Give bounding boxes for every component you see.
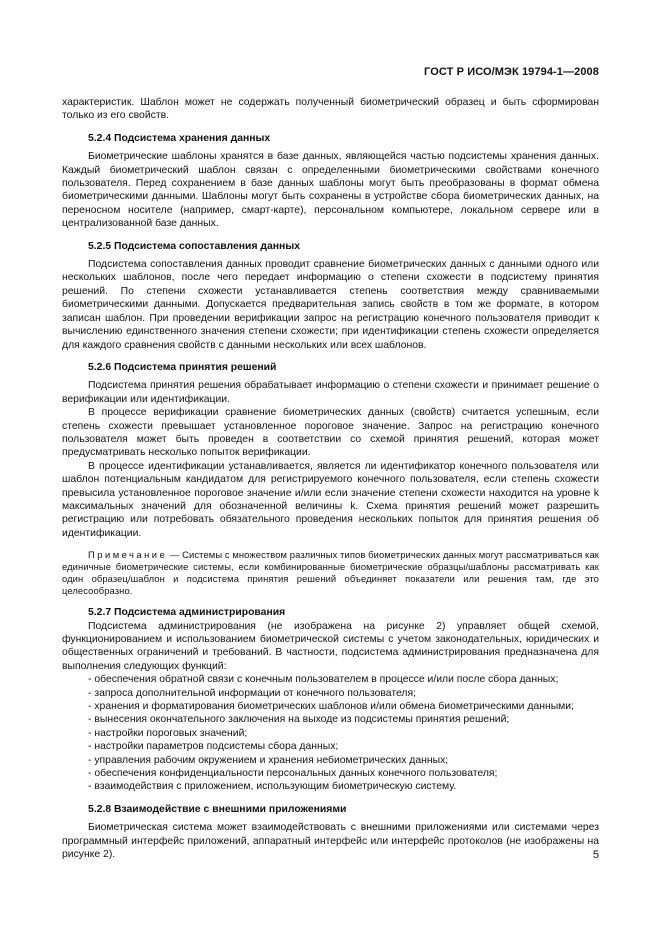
intro-paragraph: характеристик. Шаблон может не содержать полученный биометрический образец и быть сформирован только из его свойств. xyxy=(62,97,599,122)
document-header: ГОСТ Р ИСО/МЭК 19794-1—2008 xyxy=(424,66,599,78)
list-item: - запроса дополнительной информации от конечного пользователя; xyxy=(88,687,416,699)
section-5-2-4-title: 5.2.4 Подсистема хранения данных xyxy=(88,132,271,144)
section-5-2-5-title: 5.2.5 Подсистема сопоставления данных xyxy=(88,240,300,252)
note-text: — Системы с множеством различных типов биометрических данных могут рассматриваться как единичные биометрические системы, если комбинированные биометрические образцы/шаблоны рассматривать как один образец/шаблон и подсистема принятия решений объединяет показатели или решения там, где это целесообразно. xyxy=(62,549,599,597)
section-5-2-8-paragraph: Биометрическая система может взаимодействовать с внешними приложениями или системами через программный интерфейс приложений, аппаратный интерфейс или интерфейс протоколов (не изображены на рисунке 2). xyxy=(62,822,599,861)
list-item: - обеспечения конфиденциальности персональных данных конечного пользователя; xyxy=(88,768,498,780)
list-item: - взаимодействия с приложением, использующим биометрическую систему. xyxy=(88,781,457,793)
section-5-2-6-paragraph-3: В процессе идентификации устанавливается, является ли идентификатор конечного пользователя или шаблон потенциальным кандидатом для регистрируемого конечного пользователя, если степень схожести превысила установленное пороговое значение и/или если значение степени схожести находится на уровне k максимальных значений для обозначенной величины k. Схема принятия решений может разрешить регистрацию или потребовать обязательного проведения нескольких попыток для принятия решения об идентификации. xyxy=(62,460,599,539)
list-item: - настройки пороговых значений; xyxy=(88,727,248,739)
section-5-2-7-title: 5.2.7 Подсистема администрирования xyxy=(88,607,286,619)
section-5-2-4-paragraph: Биометрические шаблоны хранятся в базе данных, являющейся частью подсистемы хранения данных. Каждый биометрический шаблон связан с определенными биометрическими свойствами конечного пользователя. Перед сохранением в базе данных шаблоны могут быть преобразованы в формат обмена биометрическими данными. Шаблоны могут быть сохранены в устройстве сбора биометрических данных, на переносном носителе (например, смарт-карте), персональном компьютере, локальном сервере или в централизованной базе данных. xyxy=(62,151,599,230)
section-5-2-5-paragraph: Подсистема сопоставления данных проводит сравнение биометрических данных с данными одного или нескольких шаблонов, после чего передает информацию о степени схожести в подсистему принятия решений. По степени схожести устанавливается степень соответствия между сравниваемыми биометрическими данными. Допускается предварительная запись свойств в том же формате, в котором записан шаблон. При проведении верификации запрос на регистрацию конечного пользователя приводит к вычислению единственного значения степени схожести; при идентификации степень схожести определяется для каждого сравнения свойств с данными нескольких или всех шаблонов. xyxy=(62,259,599,351)
admin-functions-list xyxy=(62,673,599,794)
section-5-2-6-title: 5.2.6 Подсистема принятия решений xyxy=(88,361,277,373)
list-item: - управления рабочим окружением и хранения небиометрических данных; xyxy=(88,754,449,766)
list-item: - хранения и форматирования биометрических шаблонов и/или обмена биометрическими данными; xyxy=(88,701,574,713)
list-item: - вынесения окончательного заключения на выходе из подсистемы принятия решений; xyxy=(88,714,510,726)
list-item: - обеспечения обратной связи с конечным пользователем в процессе и/или после сбора данных; xyxy=(88,674,559,686)
note-label: Примечание xyxy=(88,549,168,561)
note xyxy=(62,549,599,597)
page-number: 5 xyxy=(592,849,599,861)
list-item: - настройки параметров подсистемы сбора данных; xyxy=(88,741,339,753)
section-5-2-7-paragraph: Подсистема администрирования (не изображена на рисунке 2) управляет общей схемой, функционированием и использованием биометрической системы с учетом законодательных, юридических и общественных ограничений и требований. В частности, подсистема администрирования предназначена для выполнения следующих функций: xyxy=(62,620,599,672)
section-5-2-6-paragraph-1: Подсистема принятия решения обрабатывает информацию о степени схожести и принимает решение о верификации или идентификации. xyxy=(62,380,599,405)
section-5-2-6-paragraph-2: В процессе верификации сравнение биометрических данных (свойств) считается успешным, если степень схожести превышает установленное пороговое значение. Запрос на регистрацию конечного пользователя может быть проведен в соответствии со схемой принятия решений, которая может предусматривать несколько попыток верификации. xyxy=(62,407,599,459)
page-body xyxy=(62,96,599,862)
section-5-2-8-title: 5.2.8 Взаимодействие с внешними приложениями xyxy=(88,803,347,815)
